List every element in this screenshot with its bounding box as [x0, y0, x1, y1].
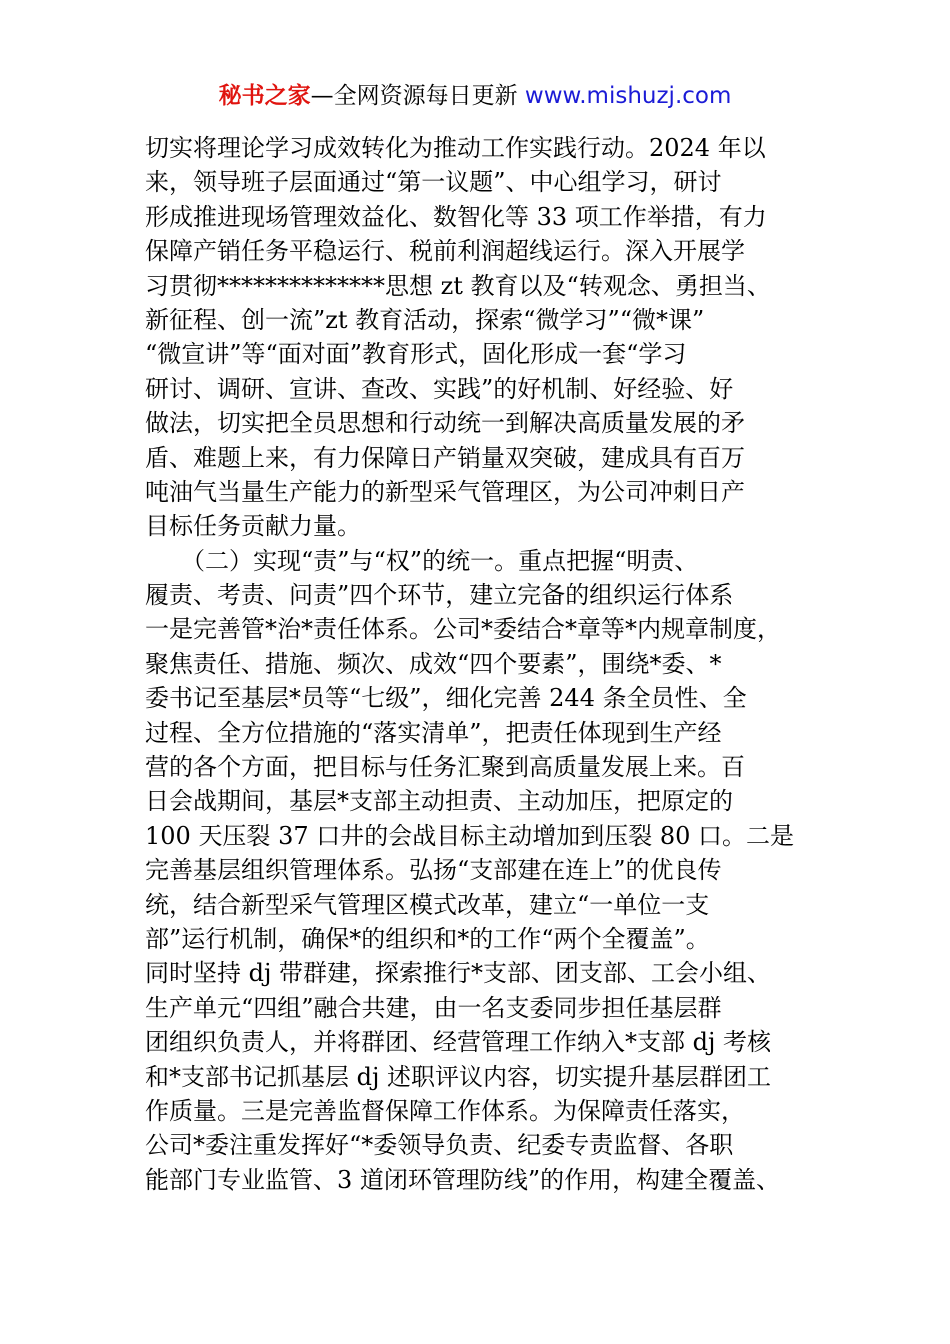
header-brand: 秘书之家	[218, 83, 311, 109]
page-header	[0, 80, 950, 112]
header-url-link[interactable]: www.mishuzj.com	[524, 83, 732, 109]
text-line: 形成推进现场管理效益化、数智化等 33 项工作举措，有力	[145, 202, 767, 231]
text-line: 聚焦责任、措施、频次、成效“四个要素”，围绕*委、*	[145, 649, 722, 678]
text-line: 新征程、创一流”zt 教育活动，探索“微学习”“微*课”	[145, 305, 705, 334]
text-line: 目标任务贡献力量。	[145, 512, 361, 541]
text-line: 部”运行机制，确保*的组织和*的工作“两个全覆盖”。	[145, 924, 710, 953]
header-tagline: —全网资源每日更新	[310, 83, 518, 109]
text-line: 生产单元“四组”融合共建，由一名支委同步担任基层群	[145, 993, 722, 1022]
text-line: 统，结合新型采气管理区模式改革，建立“一单位一支	[145, 890, 710, 919]
text-line: 盾、难题上来，有力保障日产销量双突破，建成具有百万	[145, 443, 745, 472]
text-line: 公司*委注重发挥好“*委领导负责、纪委专责监督、各职	[145, 1131, 734, 1160]
text-line: 能部门专业监管、3 道闭环管理防线”的作用，构建全覆盖、	[145, 1165, 781, 1194]
text-line: 和*支部书记抓基层 dj 述职评议内容，切实提升基层群团工	[145, 1062, 772, 1091]
text-line: 习贯彻**************思想 zt 教育以及“转观念、勇担当、	[145, 271, 771, 300]
text-line: 一是完善管*治*责任体系。公司*委结合*章等*内规章制度，	[145, 615, 781, 644]
text-line: 研讨、调研、宣讲、查改、实践”的好机制、好经验、好	[145, 374, 734, 403]
text-line: 完善基层组织管理体系。弘扬“支部建在连上”的优良传	[145, 856, 722, 885]
text-line: 吨油气当量生产能力的新型采气管理区，为公司冲刺日产	[145, 477, 745, 506]
text-line: 营的各个方面，把目标与任务汇聚到高质量发展上来。百	[145, 753, 745, 782]
text-line: 过程、全方位措施的“落实清单”，把责任体现到生产经	[145, 718, 722, 747]
text-line: （二）实现“责”与“权”的统一。重点把握“明责、	[145, 546, 699, 575]
text-line: 保障产销任务平稳运行、税前利润超线运行。深入开展学	[145, 237, 745, 266]
text-line: 作质量。三是完善监督保障工作体系。为保障责任落实，	[145, 1096, 745, 1125]
text-line: 履责、考责、问责”四个环节，建立完备的组织运行体系	[145, 581, 734, 610]
text-line: 团组织负责人，并将群团、经营管理工作纳入*支部 dj 考核	[145, 1028, 772, 1057]
text-line: 切实将理论学习成效转化为推动工作实践行动。2024 年以	[145, 134, 766, 162]
text-line: “微宣讲”等“面对面”教育形式，固化形成一套“学习	[145, 340, 687, 369]
text-line: 来，领导班子层面通过“第一议题”、中心组学习，研讨	[145, 168, 722, 197]
text-line: 日会战期间，基层*支部主动担责、主动加压，把原定的	[145, 787, 733, 816]
text-line: 同时坚持 dj 带群建，探索推行*支部、团支部、工会小组、	[145, 959, 772, 988]
text-line: 做法，切实把全员思想和行动统一到解决高质量发展的矛	[145, 409, 745, 438]
text-line: 100 天压裂 37 口井的会战目标主动增加到压裂 80 口。二是	[145, 821, 795, 850]
body-text	[145, 131, 835, 1197]
text-line: 委书记至基层*员等“七级”，细化完善 244 条全员性、全	[145, 684, 747, 713]
